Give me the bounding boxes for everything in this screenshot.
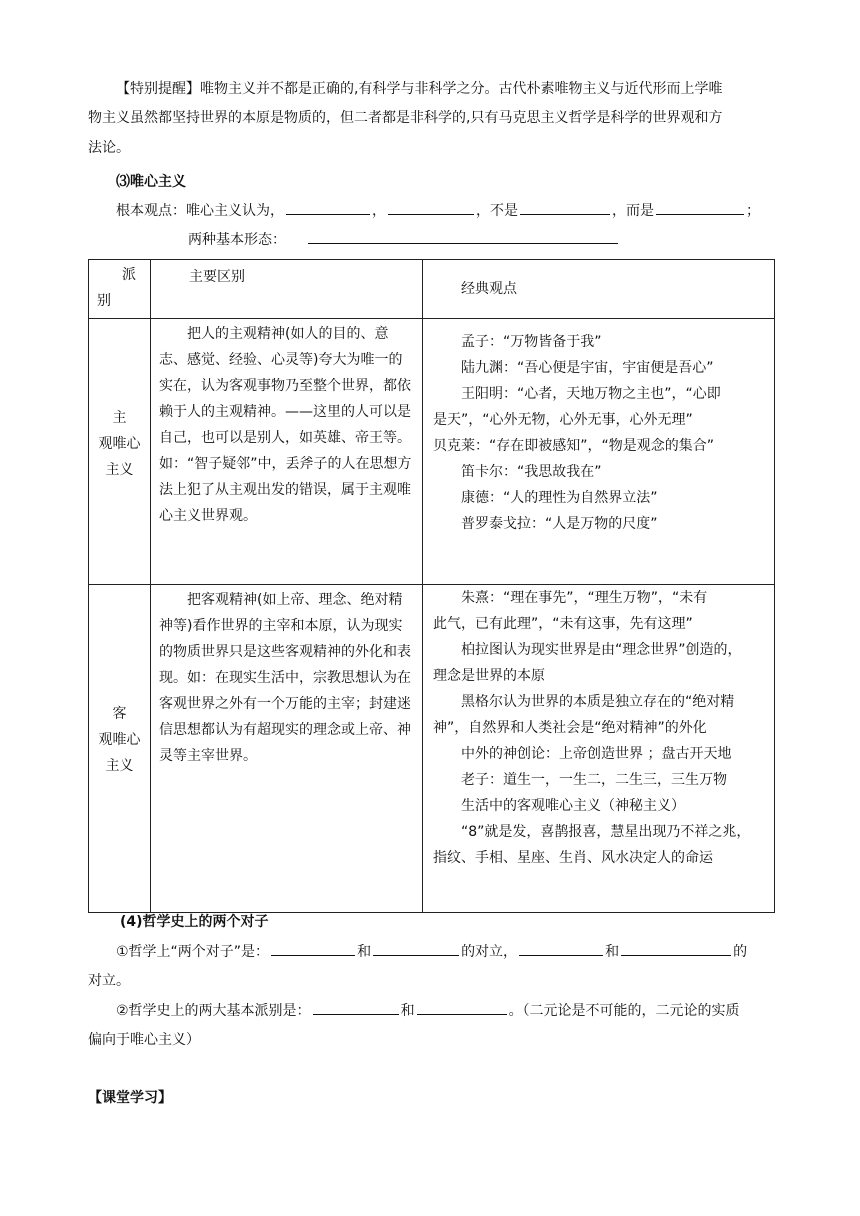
header-main-diff: 主要区别 — [151, 260, 423, 319]
row-quotes-objective — [423, 585, 775, 913]
reminder-label: 【特别提醒】 — [116, 81, 200, 97]
reminder-line-1: 【特别提醒】唯物主义并不都是正确的,有科学与非科学之分。古代朴素唯物主义与近代形而上学唯 — [116, 81, 723, 97]
row-name-subjective: 主 观唯心 主义 — [89, 319, 151, 585]
quote-line: 指纹、手相、星座、生肖、风水决定人的命运 — [433, 850, 713, 866]
pairs-item-1: ①哲学上“两个对子”是： 和 的对立， 和 的 — [116, 941, 747, 963]
blank-field[interactable] — [271, 941, 355, 956]
blank-field[interactable] — [286, 200, 370, 215]
idealism-two-forms: 两种基本形态： — [188, 229, 620, 251]
pairs-heading: (4)哲学史上的两个对子 — [120, 914, 269, 930]
table-header-row — [89, 260, 775, 319]
blank-field[interactable] — [373, 941, 459, 956]
quote-line: 王阳明：“心者，天地万物之主也”，“心即 — [461, 386, 721, 402]
row-description-subjective: 把人的主观精神(如人的目的、意志、感觉、经验、心灵等)夸大为唯一的实在，认为客观事物乃至整个世界，都依赖于人的主观精神。——这里的人可以是自己，也可以是别人，如英雄、帝王等。如：“智子疑邻”中，丢斧子的人在思想方法上犯了从主观出发的错误，属于主观唯心主义世界观。 — [151, 319, 423, 585]
blank-field[interactable] — [388, 200, 474, 215]
quote-line: 笛卡尔：“我思故我在” — [461, 464, 602, 480]
quote-line: 孟子：“万物皆备于我” — [461, 334, 602, 350]
quote-line: 贝克莱：“存在即被感知”，“物是观念的集合” — [433, 438, 715, 454]
quote-line: “8”就是发，喜鹊报喜，慧星出现乃不祥之兆， — [461, 824, 751, 840]
reminder-line-3: 法论。 — [88, 140, 130, 156]
table-row — [89, 319, 775, 585]
quote-line: 普罗泰戈拉：“人是万物的尺度” — [461, 516, 658, 532]
table-row — [89, 585, 775, 913]
idealism-heading: ⑶唯心主义 — [116, 174, 186, 190]
row-description-objective: 把客观精神(如上帝、理念、绝对精神等)看作世界的主宰和本原，认为现实的物质世界只是这些客观精神的外化和表现。如：在现实生活中，宗教思想认为在客观世界之外有一个万能的主宰；封建迷信思想都认为有超现实的理念或上帝、神灵等主宰世界。 — [151, 585, 423, 913]
quote-line: 柏拉图认为现实世界是由“理念世界”创造的， — [461, 642, 742, 658]
blank-field[interactable] — [656, 200, 744, 215]
row-quotes-subjective — [423, 319, 775, 585]
reminder-line-2: 物主义虽然都坚持世界的本原是物质的，但二者都是非科学的,只有马克思主义哲学是科学的世界观和方 — [88, 110, 723, 126]
quote-line: 黑格尔认为世界的本质是独立存在的“绝对精 — [461, 694, 735, 710]
blank-field[interactable] — [621, 941, 731, 956]
quote-line: 康德：“人的理性为自然界立法” — [461, 490, 658, 506]
row-name-objective: 客 观唯心 主义 — [89, 585, 151, 913]
pairs-item-1-line-2: 对立。 — [88, 973, 130, 989]
pairs-item-2-line-2: 偏向于唯心主义） — [88, 1032, 200, 1048]
quote-line: 老子：道生一，一生二，二生三，三生万物 — [461, 772, 727, 788]
header-school: 派 别 — [89, 260, 151, 319]
blank-field[interactable] — [520, 200, 610, 215]
blank-field[interactable] — [313, 1000, 399, 1015]
quote-line: 理念是世界的本原 — [433, 668, 545, 684]
quote-line: 此气，已有此理”，“未有这事，先有这理” — [433, 616, 693, 632]
quote-line: 神”，自然界和人类社会是“绝对精神”的外化 — [433, 720, 707, 736]
idealism-table — [88, 259, 775, 913]
classroom-heading: 【课堂学习】 — [88, 1090, 172, 1106]
blank-field[interactable] — [308, 229, 618, 244]
pairs-item-2: ②哲学史上的两大基本派别是： 和 。（二元论是不可能的，二元论的实质 — [116, 1000, 740, 1022]
blank-field[interactable] — [417, 1000, 507, 1015]
quote-line: 陆九渊：“吾心便是宇宙，宇宙便是吾心” — [461, 360, 714, 376]
blank-field[interactable] — [519, 941, 603, 956]
quote-line: 中外的神创论：上帝创造世界 ；盘古开天地 — [461, 746, 732, 762]
idealism-basic-view: 根本观点：唯心主义认为， ， ，不是 ，而是 ； — [116, 200, 760, 222]
quote-line: 生活中的客观唯心主义（神秘主义） — [461, 798, 685, 814]
quote-line: 朱熹：“理在事先”，“理生万物”，“未有 — [461, 590, 708, 606]
header-classic-views: 经典观点 — [423, 260, 775, 319]
quote-line: 是天”，“心外无物，心外无事，心外无理” — [433, 412, 693, 428]
